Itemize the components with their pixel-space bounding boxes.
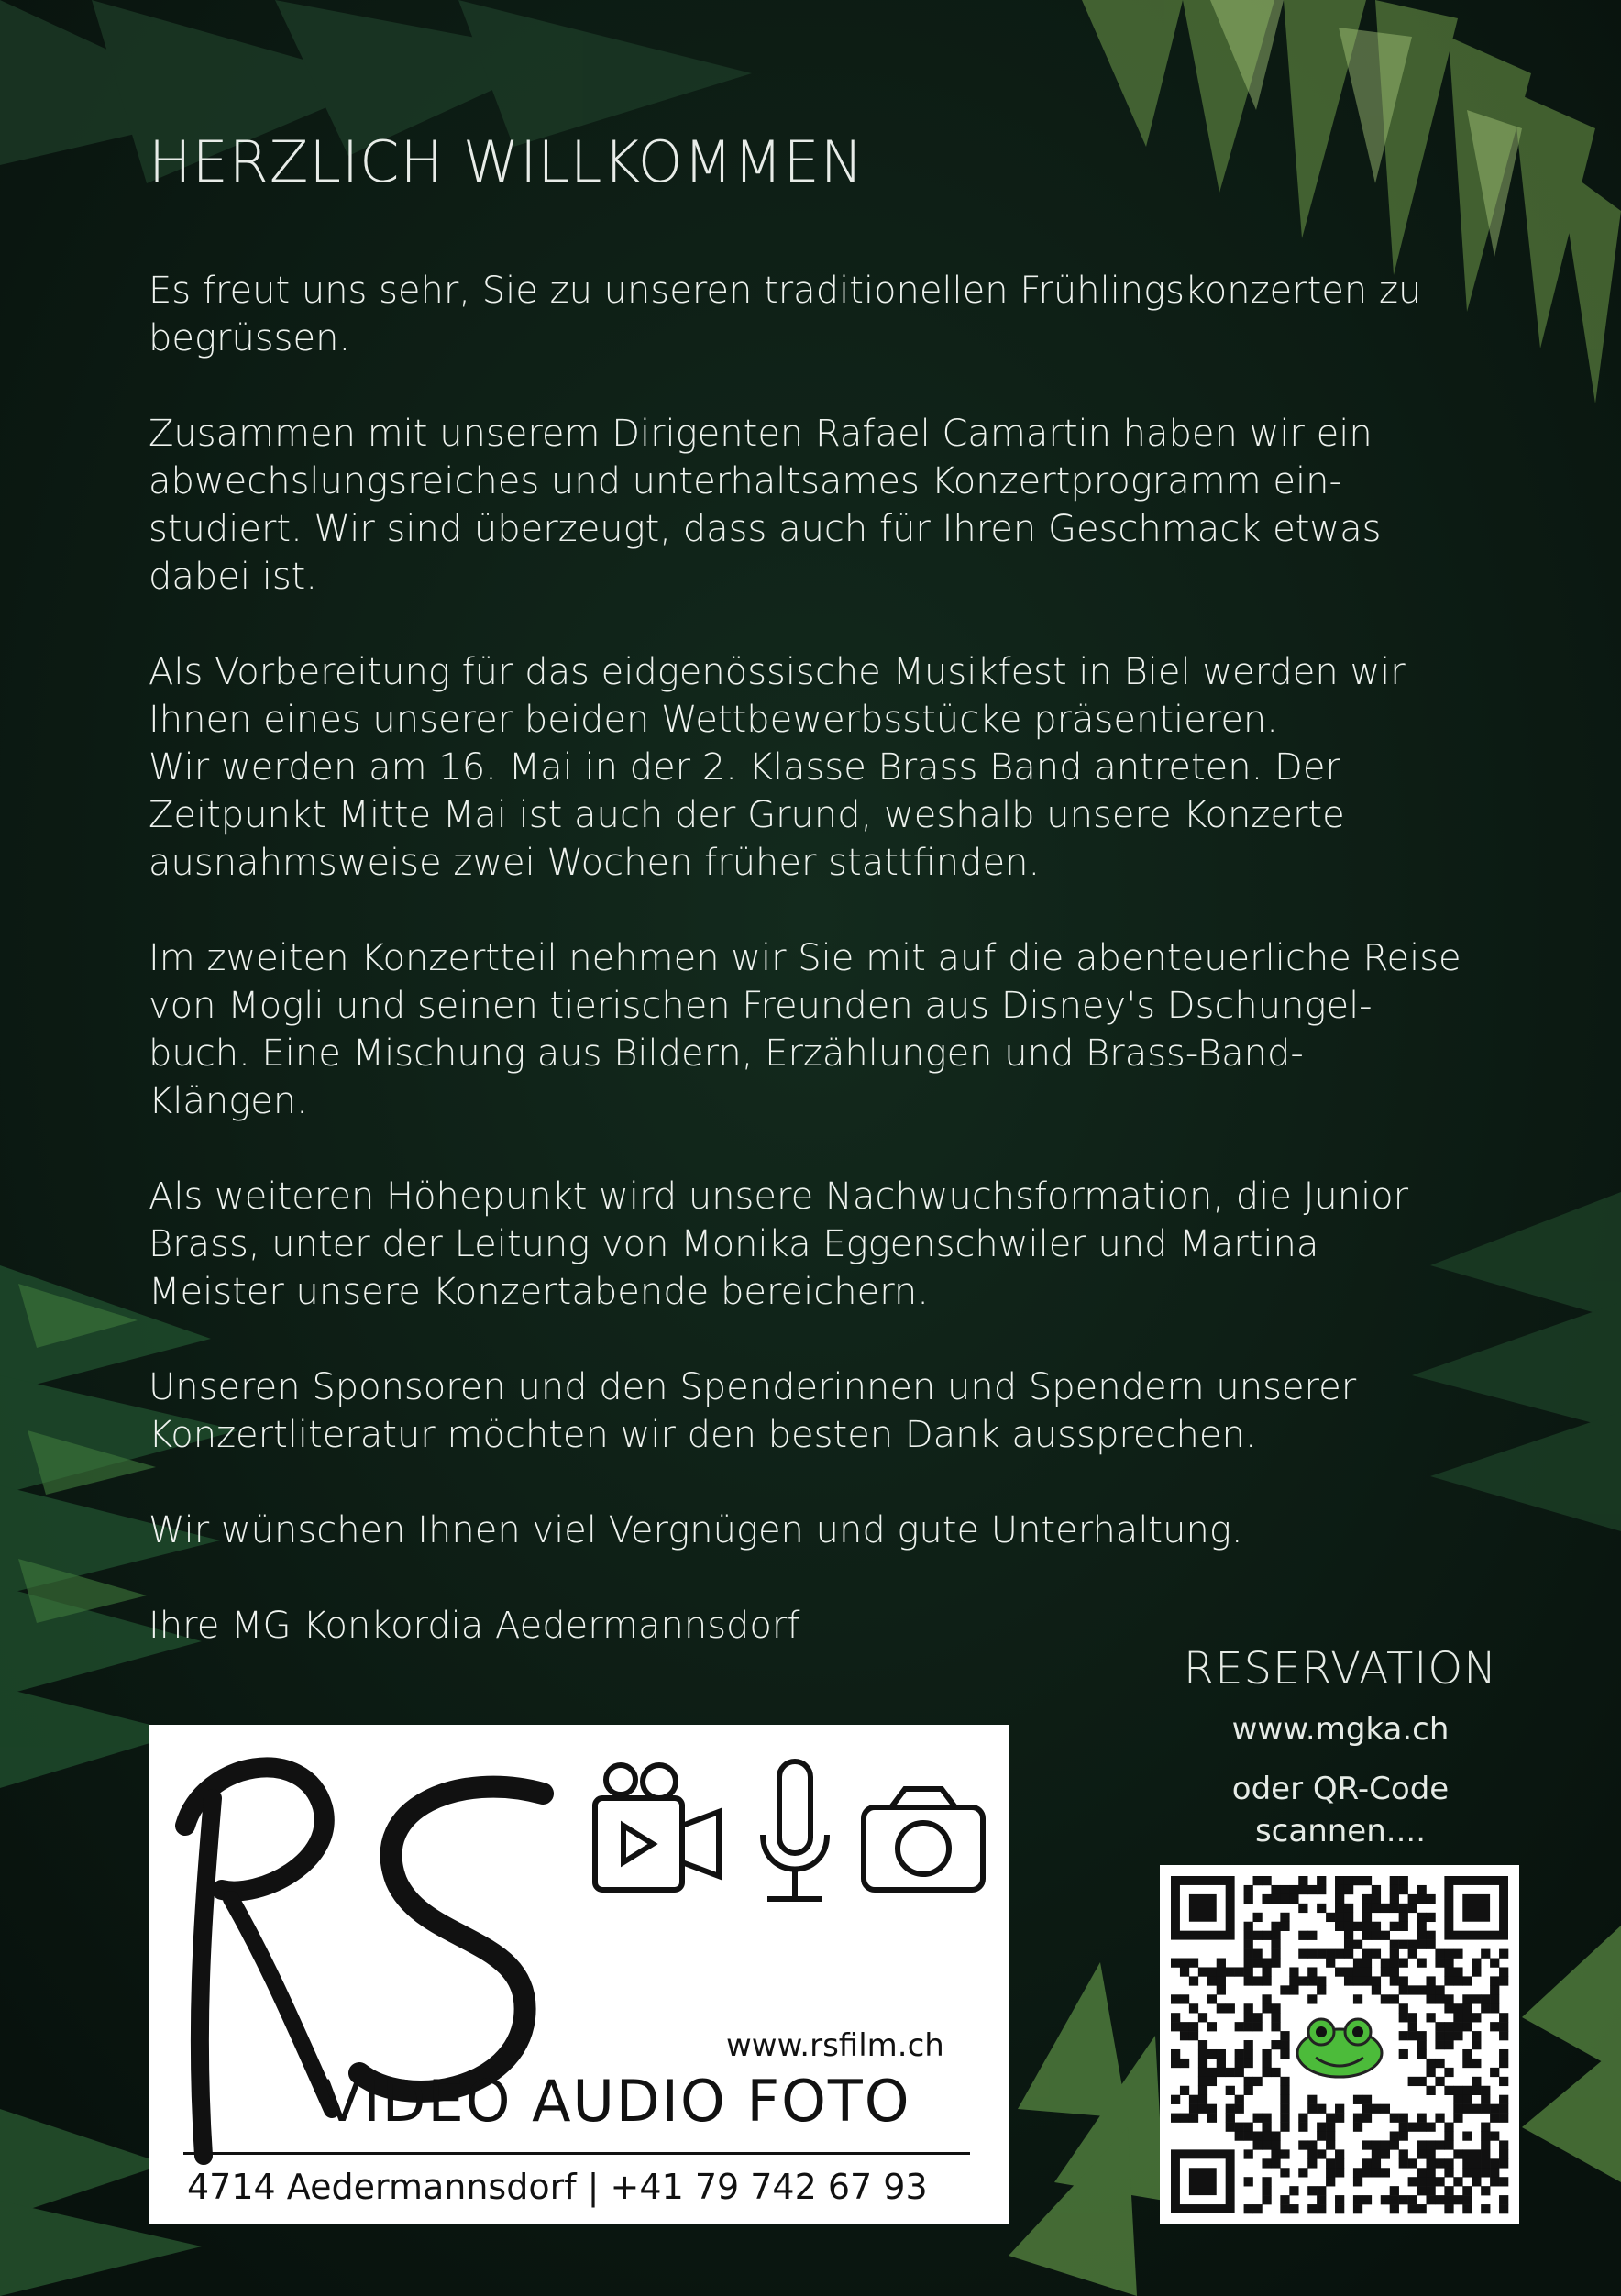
text-line: Unseren Sponsoren und den Spenderinnen und Spendern unserer [149, 1366, 1357, 1408]
text-line: abwechslungsreiches und unterhaltsames Konzertprogramm ein- [149, 460, 1342, 502]
frog-logo-icon [1292, 2017, 1387, 2080]
paragraph-4 [149, 934, 1500, 1125]
signature: Ihre MG Konkordia Aedermannsdorf [149, 1605, 800, 1647]
text-line: Zusammen mit unserem Dirigenten Rafael Camartin haben wir ein [149, 413, 1373, 455]
ad-divider [183, 2152, 970, 2155]
qr-hint-line: scannen.... [1254, 1813, 1427, 1849]
reservation-url[interactable]: www.mgka.ch [1231, 1711, 1450, 1748]
qr-hint-line: oder QR-Code [1231, 1771, 1450, 1807]
ad-services: VIDEO AUDIO FOTO [323, 2068, 911, 2135]
text-line: Als weiteren Höhepunkt wird unsere Nachwuchsformation, die Junior [149, 1176, 1409, 1218]
paragraph-3 [149, 648, 1500, 887]
text-line: Wir wünschen Ihnen viel Vergnügen und gute Unterhaltung. [149, 1509, 1243, 1551]
text-line: von Mogli und seinen tierischen Freunden aus Disney's Dschungel- [149, 985, 1373, 1027]
reservation-qr-hint [1157, 1768, 1524, 1852]
microphone-icon [763, 1761, 827, 1899]
reservation-qr-code[interactable] [1160, 1865, 1519, 2224]
paragraph-7 [149, 1507, 1500, 1554]
video-camera-icon [595, 1765, 719, 1890]
text-line: Es freut uns sehr, Sie zu unseren traditionellen Frühlingskonzerten zu [149, 270, 1422, 312]
text-line: studiert. Wir sind überzeugt, dass auch für Ihren Geschmack etwas [149, 508, 1382, 550]
text-line: Brass, unter der Leitung von Monika Eggenschwiler und Martina [149, 1223, 1319, 1265]
text-line: Im zweiten Konzertteil nehmen wir Sie mit auf die abenteuerliche Reise [149, 937, 1461, 979]
text-line: ausnahmsweise zwei Wochen früher stattfinden. [149, 842, 1041, 884]
photo-camera-icon [864, 1789, 983, 1890]
text-line: dabei ist. [149, 556, 318, 598]
welcome-text-block [149, 128, 1500, 1650]
text-line: Meister unsere Konzertabende bereichern. [149, 1271, 929, 1313]
text-line: Als Vorbereitung für das eidgenössische Musikfest in Biel werden wir [149, 651, 1406, 693]
page-title: HERZLICH WILLKOMMEN [149, 128, 865, 195]
reservation-block [1157, 1643, 1524, 1852]
text-line: Ihnen eines unserer beiden Wettbewerbsstücke präsentieren. [149, 699, 1278, 741]
text-line: begrüssen. [149, 317, 351, 359]
ad-address: 4714 Aedermannsdorf | +41 79 742 67 93 [187, 2167, 928, 2207]
paragraph-5 [149, 1173, 1500, 1316]
paragraph-6 [149, 1363, 1500, 1459]
ad-url[interactable]: www.rsfilm.ch [726, 2027, 944, 2064]
sponsor-ad [149, 1725, 1009, 2224]
text-line: Klängen. [149, 1080, 308, 1122]
text-line: Zeitpunkt Mitte Mai ist auch der Grund, weshalb unsere Konzerte [149, 794, 1345, 836]
text-line: Wir werden am 16. Mai in der 2. Klasse Brass Band antreten. Der [149, 746, 1340, 789]
qr-code-icon [1160, 1865, 1519, 2224]
reservation-title: RESERVATION [1183, 1643, 1498, 1694]
text-line: buch. Eine Mischung aus Bildern, Erzählungen und Brass-Band- [149, 1032, 1304, 1075]
paragraph-2 [149, 410, 1500, 601]
paragraph-1 [149, 267, 1500, 362]
rs-logo [149, 1725, 1009, 2224]
text-line: Konzertliteratur möchten wir den besten Dank aussprechen. [149, 1414, 1257, 1456]
